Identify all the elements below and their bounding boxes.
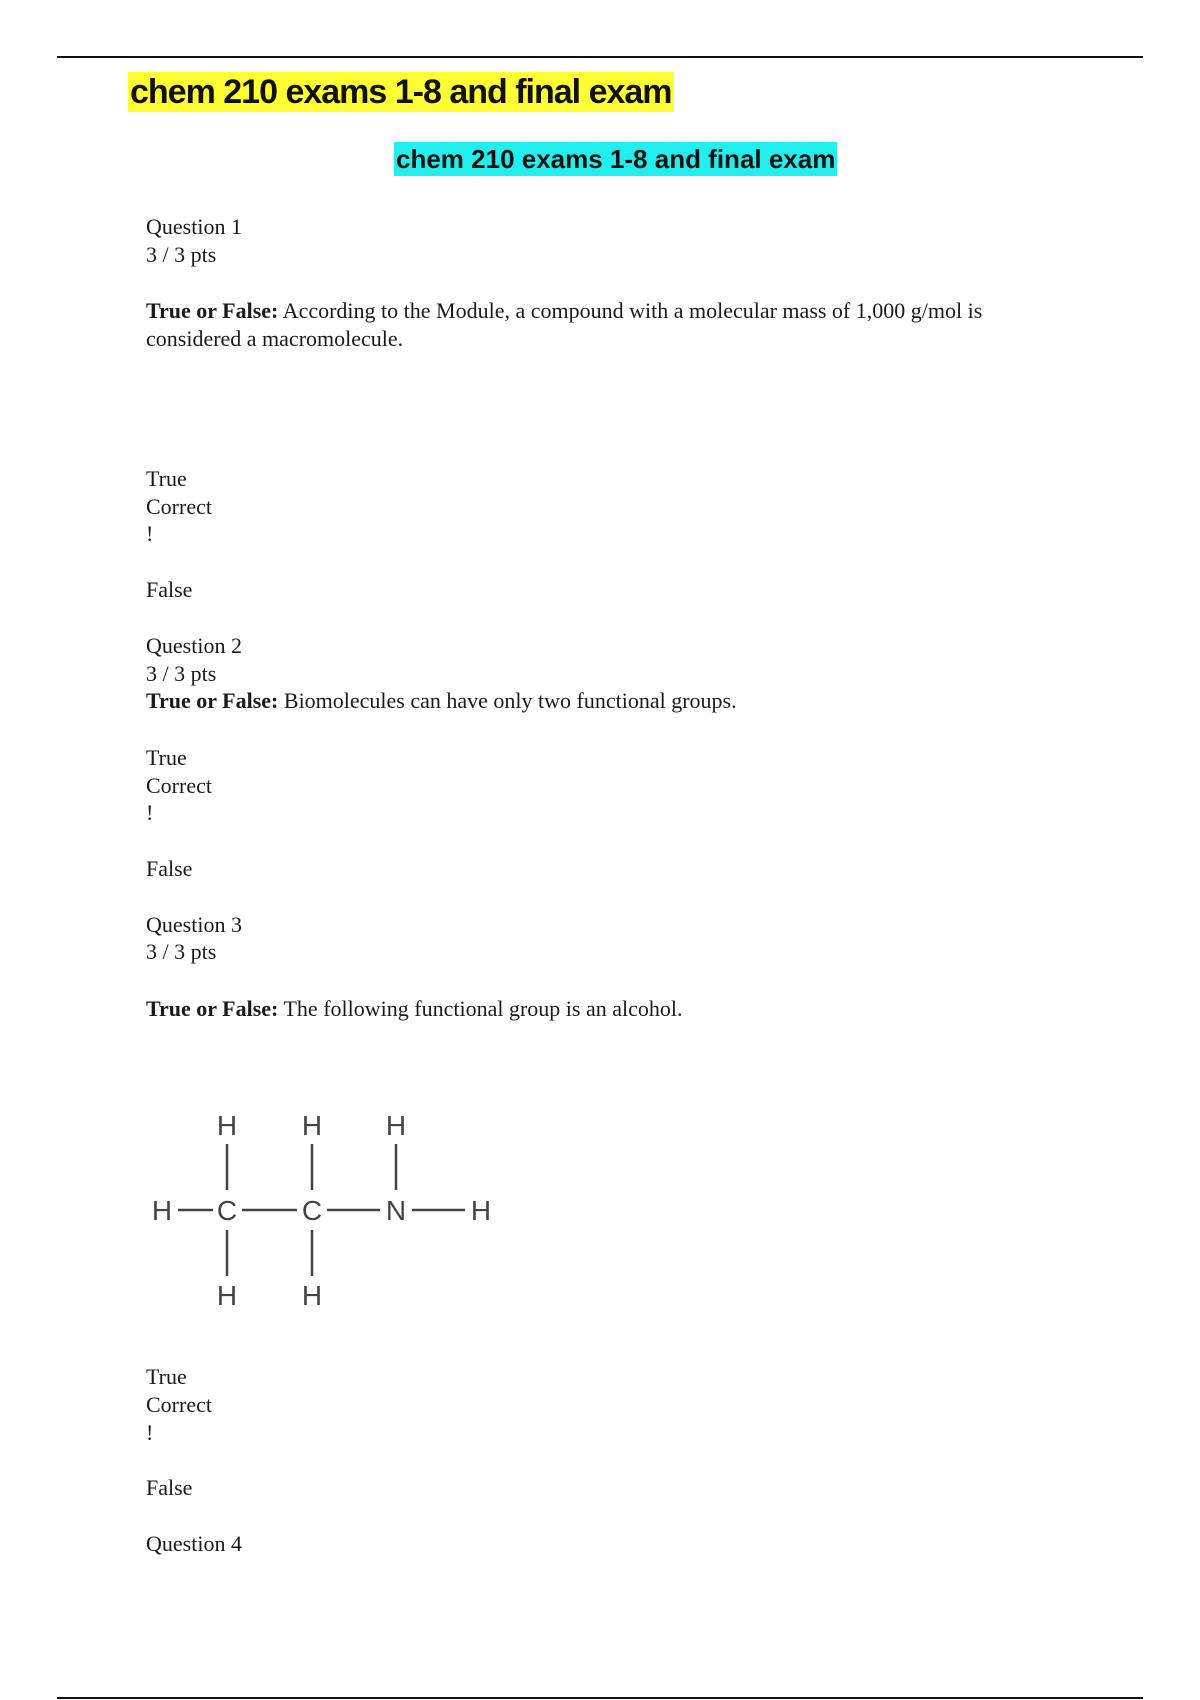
atom-top-h2: H <box>301 1110 323 1141</box>
atom-bottom-h2: H <box>301 1280 323 1311</box>
question-1-prefix: True or False: <box>146 298 279 323</box>
question-2-option-false[interactable]: False <box>146 856 193 881</box>
question-3-option-true[interactable]: True <box>146 1364 187 1389</box>
question-2-option-true[interactable]: True <box>146 745 187 770</box>
question-1-correct-label: Correct <box>146 494 212 519</box>
question-1-text: According to the Module, a compound with a molecular mass of 1,000 g/mol is considered a macromolecule. <box>146 298 983 351</box>
question-2-prefix: True or False: <box>146 688 279 713</box>
question-1-option-true[interactable]: True <box>146 466 187 491</box>
atom-c1: C <box>216 1195 238 1226</box>
question-2-prompt <box>146 687 1066 715</box>
question-4-label: Question 4 <box>146 1531 242 1556</box>
question-2-correct-label: Correct <box>146 773 212 798</box>
document-title: chem 210 exams 1-8 and final exam <box>130 73 672 111</box>
question-2-label: Question 2 <box>146 633 242 658</box>
question-3-points: 3 / 3 pts <box>146 939 217 964</box>
bottom-rule <box>57 1697 1143 1699</box>
question-3-correct-label: Correct <box>146 1392 212 1417</box>
question-3-prefix: True or False: <box>146 996 279 1021</box>
atom-top-h3: H <box>385 1110 407 1141</box>
document-subtitle: chem 210 exams 1-8 and final exam <box>396 144 836 174</box>
atom-c2: C <box>301 1195 323 1226</box>
question-3-text: The following functional group is an alcohol. <box>278 996 683 1021</box>
question-1-label: Question 1 <box>146 214 242 239</box>
question-1-option-false[interactable]: False <box>146 577 193 602</box>
atom-top-h1: H <box>216 1110 238 1141</box>
atom-bottom-h1: H <box>216 1280 238 1311</box>
molecule-structure <box>140 1100 530 1320</box>
question-3-option-false[interactable]: False <box>146 1475 193 1500</box>
question-3-correct-mark: ! <box>146 1420 154 1445</box>
atom-right-h: H <box>470 1195 492 1226</box>
question-2-text: Biomolecules can have only two functional groups. <box>278 688 737 713</box>
question-3-label: Question 3 <box>146 912 242 937</box>
question-3-prompt <box>146 995 1066 1023</box>
question-1-correct-mark: ! <box>146 521 154 546</box>
question-2-correct-mark: ! <box>146 800 154 825</box>
atom-n: N <box>385 1195 407 1226</box>
question-1-prompt <box>146 297 1066 353</box>
atom-left-h: H <box>151 1195 173 1226</box>
question-1-points: 3 / 3 pts <box>146 242 217 267</box>
question-2-points: 3 / 3 pts <box>146 661 217 686</box>
top-rule <box>57 56 1143 58</box>
